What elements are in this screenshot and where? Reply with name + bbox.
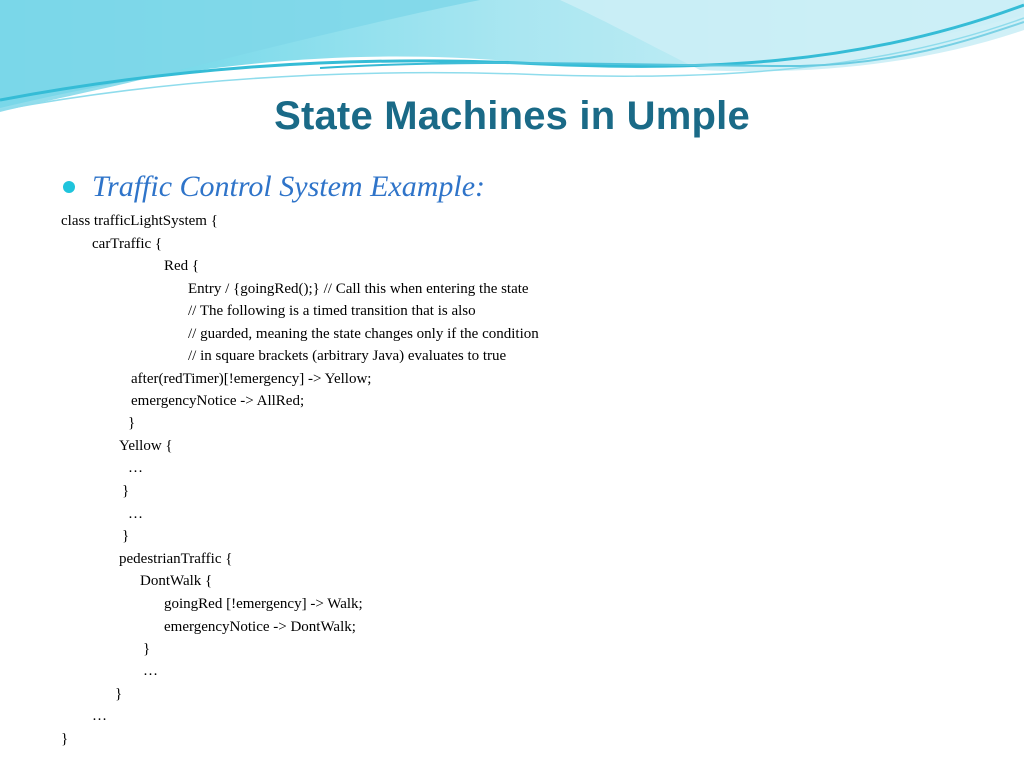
code-line: }: [122, 528, 130, 544]
code-line: after(redTimer)[!emergency] -> Yellow;: [131, 371, 372, 387]
code-line: …: [92, 708, 107, 724]
code-line: }: [143, 641, 151, 657]
code-line: …: [128, 506, 143, 522]
code-line: DontWalk {: [140, 573, 213, 589]
code-line: …: [128, 460, 143, 476]
code-line: class trafficLightSystem {: [61, 213, 218, 229]
code-line: emergencyNotice -> DontWalk;: [164, 619, 356, 635]
code-line: emergencyNotice -> AllRed;: [131, 393, 305, 409]
code-line: Yellow {: [119, 438, 173, 454]
bullet-heading: Traffic Control System Example:: [92, 170, 486, 203]
code-line: }: [115, 686, 123, 702]
code-line: // guarded, meaning the state changes only if the condition: [188, 326, 539, 342]
slide-title: State Machines in Umple: [274, 94, 750, 138]
code-line: carTraffic {: [92, 236, 163, 252]
code-line: // The following is a timed transition that is also: [188, 303, 476, 319]
bullet-dot-icon: [63, 181, 75, 193]
code-line: Red {: [164, 258, 200, 274]
code-line: }: [128, 415, 136, 431]
code-line: …: [143, 663, 158, 679]
code-line: }: [122, 483, 130, 499]
code-line: Entry / {goingRed();} // Call this when entering the state: [188, 281, 529, 297]
code-line: // in square brackets (arbitrary Java) evaluates to true: [188, 348, 507, 364]
code-line: pedestrianTraffic {: [119, 551, 233, 567]
code-line: }: [61, 731, 69, 747]
code-line: goingRed [!emergency] -> Walk;: [164, 596, 363, 612]
